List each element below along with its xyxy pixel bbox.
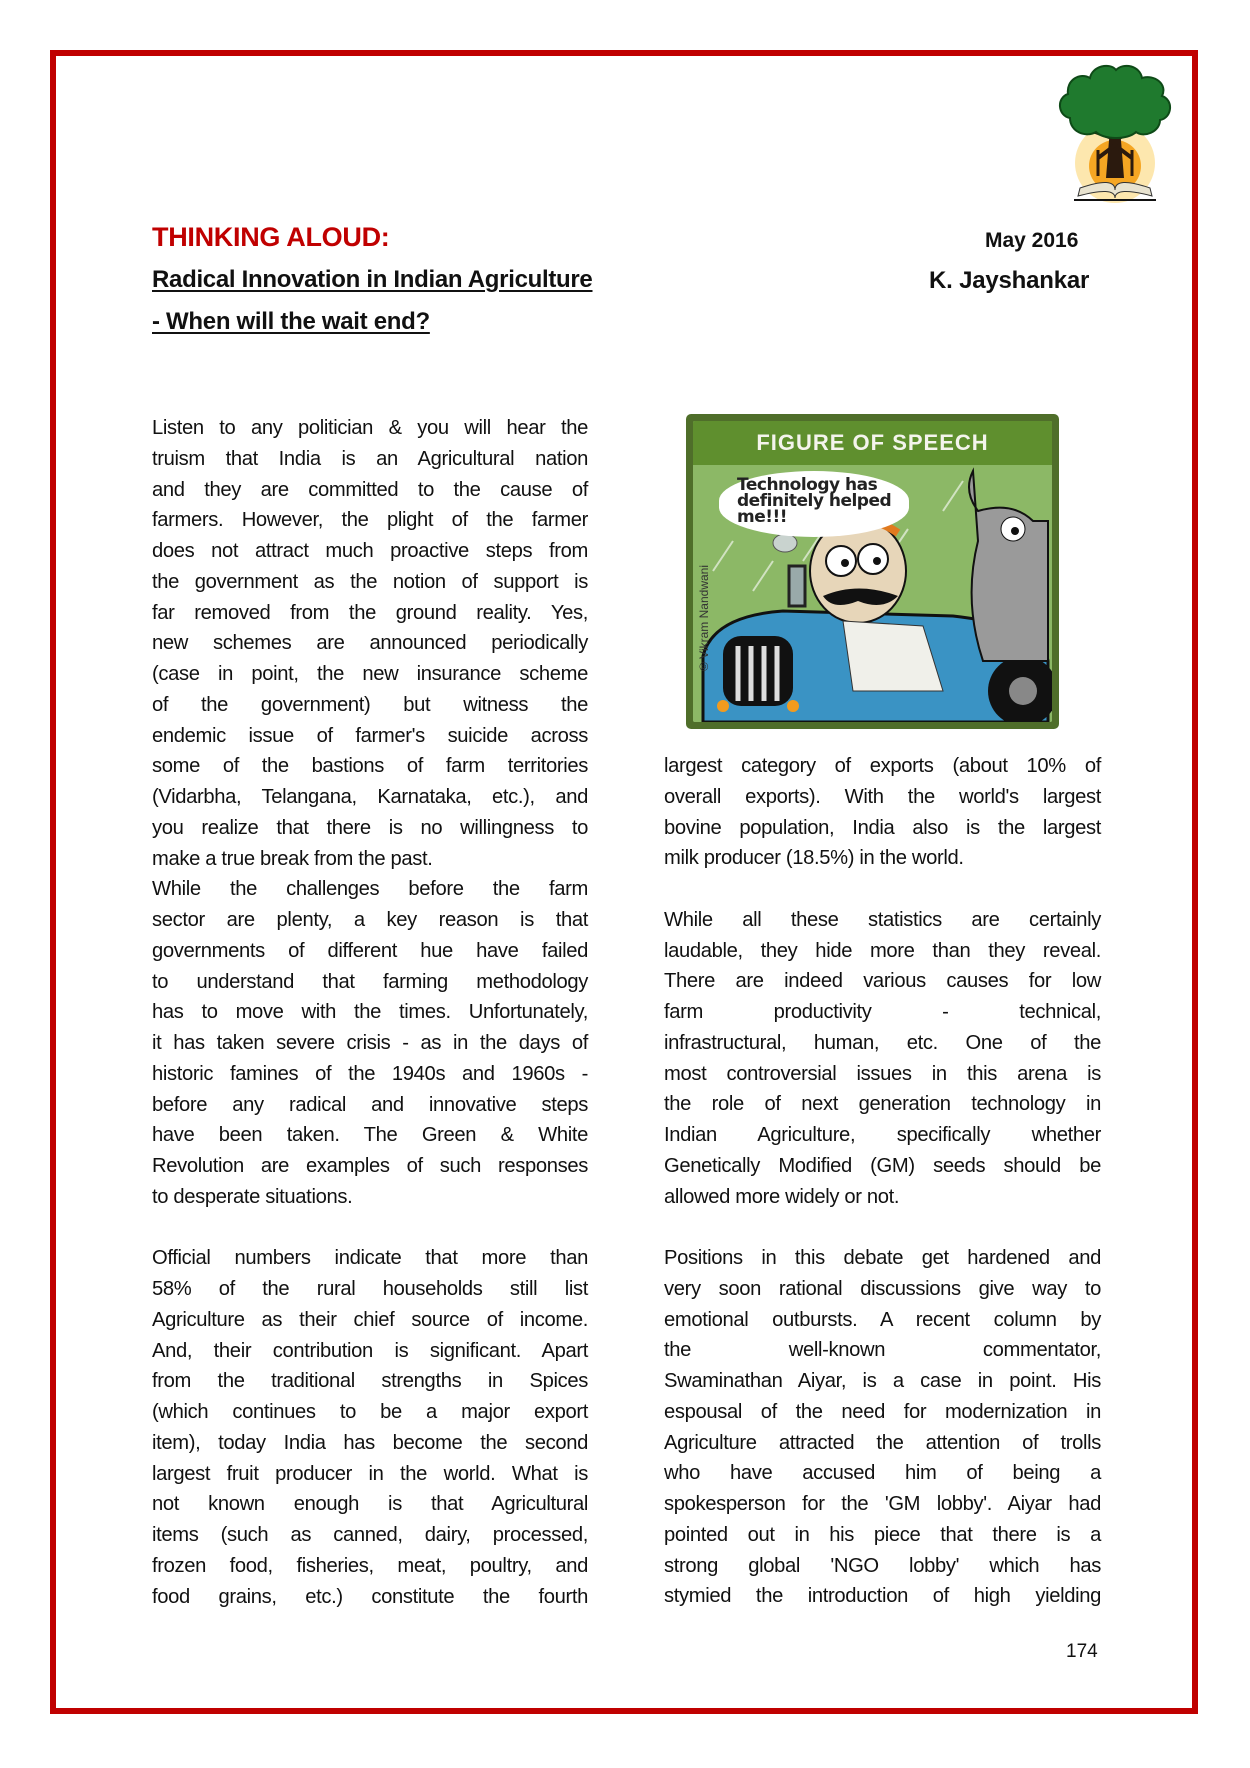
text-line: truism that India is an Agricultural nation (152, 447, 588, 470)
text-line: the well-known commentator, (664, 1339, 1101, 1362)
text-line: Official numbers indicate that more than (152, 1247, 588, 1270)
text-line: infrastructural, human, etc. One of the (664, 1031, 1101, 1054)
text-line: Indian Agriculture, specifically whether (664, 1124, 1101, 1146)
text-line: has to move with the times. Unfortunately, (152, 1001, 588, 1024)
text-line: it has taken severe crisis - as in the days of (152, 1032, 588, 1054)
text-line: make a true break from the past. (152, 847, 433, 870)
text-line: sector are plenty, a key reason is that (152, 909, 588, 931)
speech-bubble-text: Technology has definitely helped me!!! (737, 475, 892, 527)
text-line (664, 1212, 1101, 1243)
text-line: emotional outbursts. A recent column by (664, 1308, 1101, 1331)
cartoon-credit: © Vikram Nandwani (697, 565, 711, 671)
text-line: (which continues to be a major export (152, 1401, 588, 1423)
text-line: farmers. However, the plight of the farmer (152, 509, 588, 532)
text-line: (Vidarbha, Telangana, Karnataka, etc.), and (152, 786, 588, 808)
text-line (664, 874, 1101, 905)
text-line: pointed out in his piece that there is a (664, 1523, 1101, 1546)
text-line: (case in point, the new insurance scheme (152, 663, 588, 685)
text-line: endemic issue of farmer's suicide across (152, 724, 588, 747)
text-line: largest fruit producer in the world. What is (152, 1462, 588, 1485)
text-line: far removed from the ground reality. Yes, (152, 601, 588, 624)
cartoon-figure-of-speech (686, 414, 1059, 729)
page-number: 174 (1066, 1641, 1098, 1662)
text-line: food grains, etc.) constitute the fourth (152, 1585, 588, 1608)
cartoon-image (693, 421, 1052, 722)
text-line: spokesperson for the 'GM lobby'. Aiyar had (664, 1493, 1101, 1515)
text-line: Listen to any politician & you will hear the (152, 417, 588, 439)
text-line: strong global 'NGO lobby' which has (664, 1554, 1101, 1577)
text-line: largest category of exports (about 10% of (664, 755, 1101, 777)
cartoon-banner: FIGURE OF SPEECH (693, 421, 1052, 465)
text-line: Positions in this debate get hardened and (664, 1247, 1101, 1269)
text-line: to desperate situations. (152, 1185, 353, 1208)
author-name: K. Jayshankar (929, 267, 1090, 294)
text-line: 58% of the rural households still list (152, 1278, 588, 1300)
article-title-line-2: - When will the wait end? (152, 308, 430, 335)
section-label: THINKING ALOUD: (152, 222, 390, 252)
right-text-column (664, 751, 1101, 1612)
text-line: espousal of the need for modernization in (664, 1400, 1101, 1423)
text-line: allowed more widely or not. (664, 1185, 900, 1208)
text-line: does not attract much proactive steps from (152, 540, 588, 562)
text-line: to understand that farming methodology (152, 970, 588, 993)
text-line: frozen food, fisheries, meat, poultry, and (152, 1554, 588, 1577)
text-line: historic famines of the 1940s and 1960s - (152, 1062, 588, 1085)
text-line: stymied the introduction of high yielding (664, 1585, 1101, 1608)
text-line: who have accused him of being a (664, 1462, 1101, 1485)
text-line: Swaminathan Aiyar, is a case in point. His (664, 1370, 1101, 1392)
text-line: new schemes are announced periodically (152, 632, 588, 655)
text-line: While the challenges before the farm (152, 878, 588, 901)
text-line: very soon rational discussions give way to (664, 1277, 1101, 1300)
text-line: have been taken. The Green & White (152, 1124, 588, 1147)
text-line: Genetically Modified (GM) seeds should be (664, 1154, 1101, 1177)
text-line: items (such as canned, dairy, processed, (152, 1524, 588, 1546)
text-line: some of the bastions of farm territories (152, 755, 588, 778)
text-line (152, 1213, 588, 1244)
text-line: you realize that there is no willingness to (152, 816, 588, 839)
text-line: While all these statistics are certainly (664, 908, 1101, 931)
text-line: Revolution are examples of such responses (152, 1155, 588, 1177)
publication-date: May 2016 (985, 229, 1079, 252)
text-line: item), today India has become the second (152, 1431, 588, 1454)
text-line: the government as the notion of support is (152, 570, 588, 593)
text-line: bovine population, India also is the largest (664, 816, 1101, 839)
tree-book-logo-icon (1040, 58, 1190, 208)
text-line: governments of different hue have failed (152, 939, 588, 962)
text-line: and they are committed to the cause of (152, 478, 588, 501)
text-line: from the traditional strengths in Spices (152, 1370, 588, 1393)
text-line: There are indeed various causes for low (664, 970, 1101, 993)
text-line: not known enough is that Agricultural (152, 1493, 588, 1516)
text-line: overall exports). With the world's largest (664, 785, 1101, 808)
text-line: milk producer (18.5%) in the world. (664, 847, 964, 870)
text-line: Agriculture as their chief source of income. (152, 1308, 588, 1331)
article-title-line-1: Radical Innovation in Indian Agriculture (152, 266, 593, 293)
text-line: Agriculture attracted the attention of trolls (664, 1431, 1101, 1454)
text-line: farm productivity - technical, (664, 1001, 1101, 1023)
text-line: of the government) but witness the (152, 693, 588, 716)
text-line: And, their contribution is significant. Apart (152, 1339, 588, 1362)
text-line: most controversial issues in this arena is (664, 1062, 1101, 1085)
left-text-column (152, 413, 588, 1612)
text-line: the role of next generation technology in (664, 1093, 1101, 1116)
text-line: laudable, they hide more than they reveal. (664, 939, 1101, 962)
farmer-on-tractor-illustration-icon (693, 421, 1052, 722)
text-line: before any radical and innovative steps (152, 1093, 588, 1116)
